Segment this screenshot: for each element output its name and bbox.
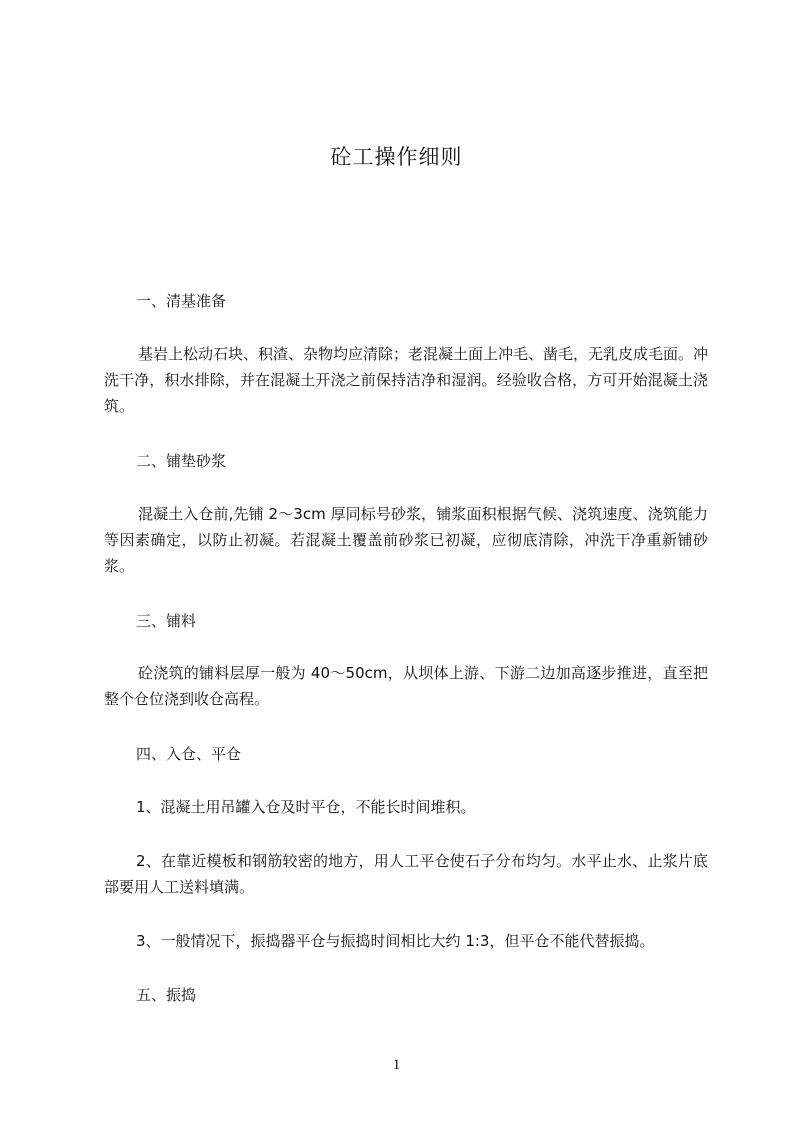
document-title: 砼工操作细则 (330, 145, 463, 169)
section-paragraph-3: 砼浇筑的铺料层厚一般为 40～50cm，从坝体上游、下游二边加高逐步推进，直至把整个仓位浇到收仓高程。 (104, 664, 708, 708)
section-paragraph-1: 基岩上松动石块、积渣、杂物均应清除；老混凝土面上冲毛、凿毛，无乳皮成毛面。冲洗干净，积水排除，并在混凝土开浇之前保持洁净和湿润。经验收合格，方可开始混凝土浇筑。 (104, 345, 709, 415)
page-number: 1 (392, 1057, 401, 1073)
list-item: 2、在靠近模板和钢筋较密的地方，用人工平仓使石子分布均匀。水平止水、止浆片底部要用人工送料填满。 (104, 852, 708, 896)
section-paragraph-2: 混凝土入仓前,先铺 2～3cm 厚同标号砂浆，铺浆面积根据气候、浇筑速度、浇筑能力等因素确定，以防止初凝。若混凝土覆盖前砂浆已初凝，应彻底清除，冲洗干净重新铺砂浆。 (104, 505, 708, 575)
section-heading-2: 二、铺垫砂浆 (136, 452, 227, 470)
section-heading-3: 三、铺料 (136, 612, 197, 630)
section-heading-5: 五、振捣 (136, 986, 197, 1004)
section-heading-1: 一、清基准备 (136, 292, 227, 310)
section-heading-4: 四、入仓、平仓 (136, 745, 242, 763)
list-item: 3、一般情况下，振捣器平仓与振捣时间相比大约 1:3，但平仓不能代替振捣。 (136, 932, 655, 950)
list-item: 1、混凝土用吊罐入仓及时平仓，不能长时间堆积。 (136, 798, 476, 816)
